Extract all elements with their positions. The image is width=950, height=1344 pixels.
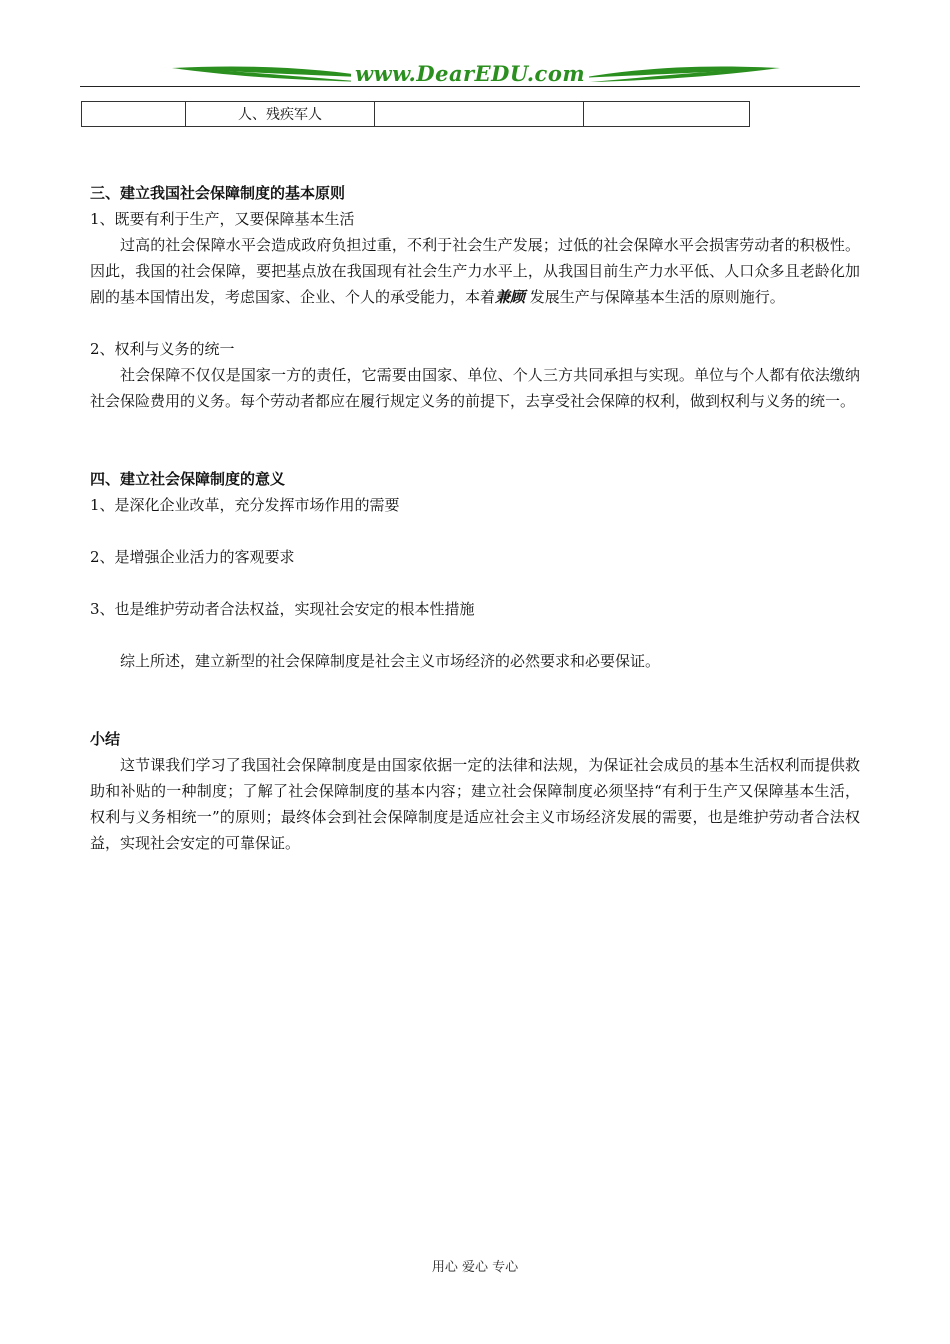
section-3-title: 三、建立我国社会保障制度的基本原则 [90, 184, 346, 202]
summary-title: 小结 [90, 730, 121, 748]
significance-item-3: 3、也是维护劳动者合法权益，实现社会安定的根本性措施 [90, 600, 475, 618]
significance-item-1: 1、是深化企业改革，充分发挥市场作用的需要 [90, 496, 400, 514]
table-fragment [81, 101, 750, 127]
principle-2-paragraph: 社会保障不仅仅是国家一方的责任，它需要由国家、单位、个人三方共同承担与实现。单位与个人都有依法缴纳社会保险费用的义务。每个劳动者都应在履行规定义务的前提下，去享受社会保障的权利，做到权利与义务的统一。 [90, 366, 860, 410]
table-cell: 人、残疾军人 [186, 102, 375, 127]
table-row [82, 102, 750, 127]
summary-paragraph: 这节课我们学习了我国社会保障制度是由国家依据一定的法律和法规，为保证社会成员的基本生活权利而提供救助和补贴的一种制度；了解了社会保障制度的基本内容；建立社会保障制度必须坚持“有利于生产又保障基本生活，权利与义务相统一”的原则；最终体会到社会保障制度是适应社会主义市场经济发展的需要，也是维护劳动者合法权益，实现社会安定的可靠保证。 [90, 756, 860, 852]
principle-1-text-a: 过高的社会保障水平会造成政府负担过重，不利于社会生产发展；过低的社会保障水平会损害劳动者的积极性。因此，我国的社会保障，要把基点放在我国现有社会生产力水平上，从我国目前生产力水平低、人口众多且老龄化加剧的基本国情出发，考虑国家、企业、个人的承受能力，本着 [90, 236, 860, 306]
section-4-title: 四、建立社会保障制度的意义 [90, 470, 286, 488]
page-header [80, 56, 860, 90]
conclusion-paragraph: 综上所述，建立新型的社会保障制度是社会主义市场经济的必然要求和必要保证。 [120, 652, 661, 670]
site-logo-text: www.DearEDU.com [80, 61, 860, 86]
header-rule [80, 86, 860, 87]
table-cell [584, 102, 750, 127]
document-body [90, 180, 860, 856]
table-cell [82, 102, 186, 127]
principle-2-heading: 2、权利与义务的统一 [90, 340, 235, 358]
principle-1-heading: 1、既要有利于生产，又要保障基本生活 [90, 210, 355, 228]
significance-item-2: 2、是增强企业活力的客观要求 [90, 548, 295, 566]
principle-1-text-b: 发展生产与保障基本生活的原则施行。 [525, 288, 785, 306]
principle-1-emphasis: 兼顾 [495, 288, 526, 306]
principle-1-paragraph [90, 232, 860, 310]
page-footer: 用心 爱心 专心 [431, 1260, 519, 1275]
table-cell [374, 102, 583, 127]
